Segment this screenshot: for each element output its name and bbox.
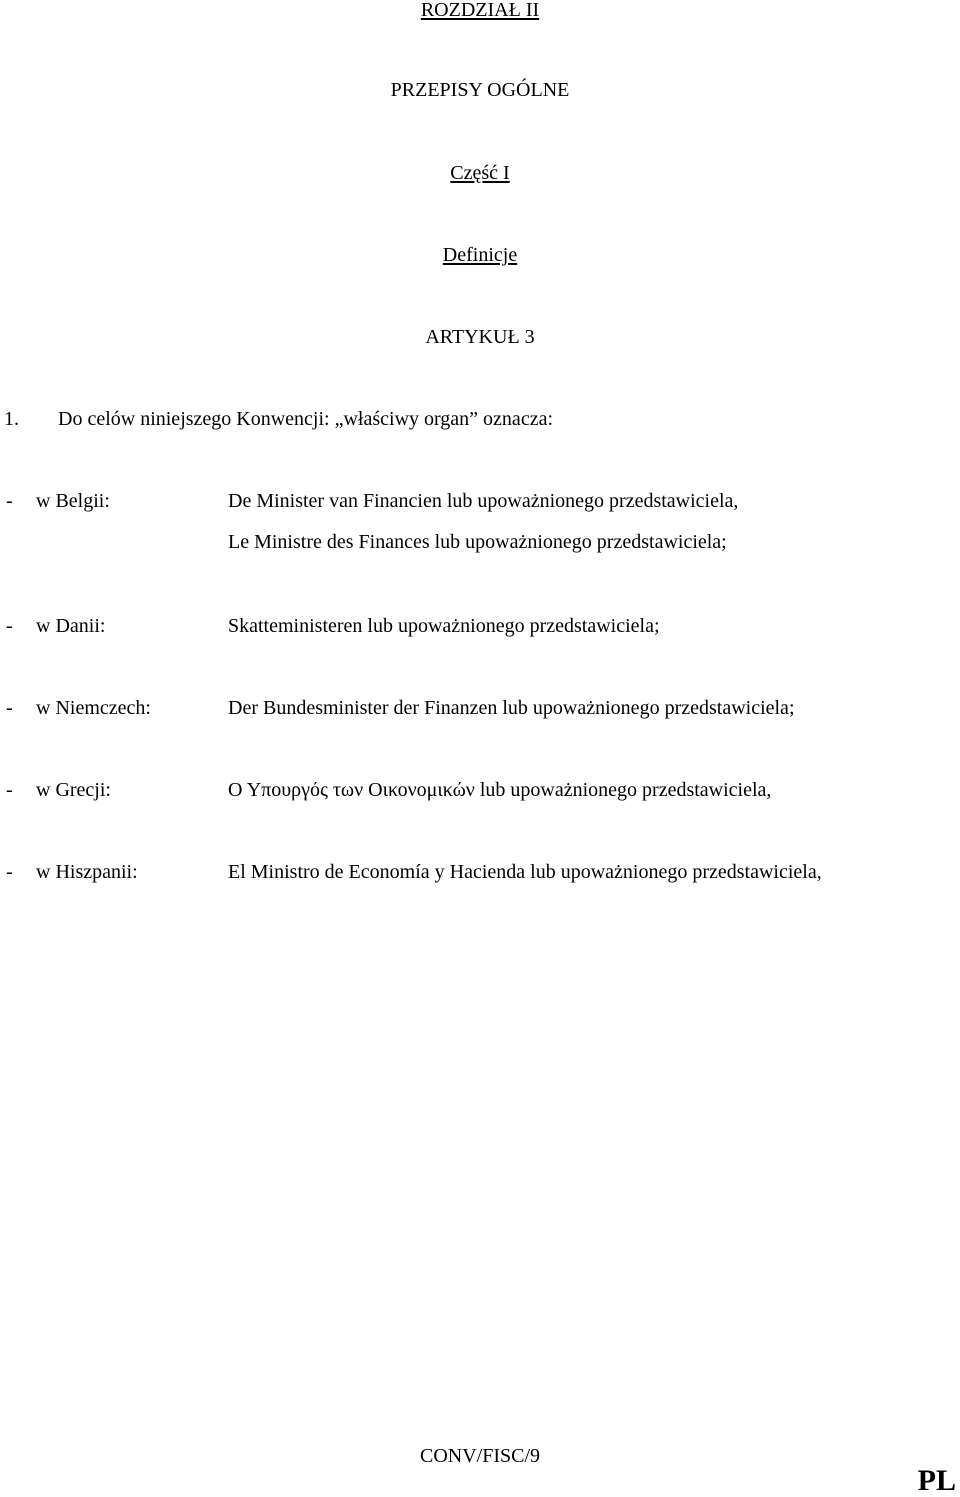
authority-line: De Minister van Financien lub upoważnionego przedstawiciela, — [228, 490, 739, 512]
country-label: w Hiszpanii: — [36, 861, 138, 883]
article-heading: ARTYKUŁ 3 — [425, 326, 535, 348]
authority-line: Der Bundesminister der Finanzen lub upoważnionego przedstawiciela; — [228, 697, 795, 719]
definitions-heading: Definicje — [442, 244, 518, 266]
paragraph-number: 1. — [4, 408, 19, 430]
list-dash: - — [6, 490, 13, 512]
authority-line: Ο Υπουργός των Οικονομικών lub upoważnionego przedstawiciela, — [228, 779, 772, 801]
list-dash: - — [6, 861, 13, 883]
list-dash: - — [6, 779, 13, 801]
language-badge: PL — [917, 1464, 956, 1497]
country-label: w Danii: — [36, 615, 106, 637]
country-label: w Grecji: — [36, 779, 111, 801]
country-label: w Belgii: — [36, 490, 110, 512]
chapter-heading: ROZDZIAŁ II — [420, 0, 540, 21]
authority-line: Le Ministre des Finances lub upoważnionego przedstawiciela; — [228, 531, 727, 553]
authority-line: El Ministro de Economía y Hacienda lub upoważnionego przedstawiciela, — [228, 861, 822, 883]
section-title: PRZEPISY OGÓLNE — [390, 79, 570, 101]
document-code: CONV/FISC/9 — [419, 1445, 541, 1467]
list-dash: - — [6, 615, 13, 637]
authority-line: Skatteministeren lub upoważnionego przedstawiciela; — [228, 615, 660, 637]
list-dash: - — [6, 697, 13, 719]
part-heading: Część I — [450, 162, 510, 184]
paragraph-text: Do celów niniejszego Konwencji: „właściwy organ” oznacza: — [58, 408, 553, 430]
country-label: w Niemczech: — [36, 697, 151, 719]
